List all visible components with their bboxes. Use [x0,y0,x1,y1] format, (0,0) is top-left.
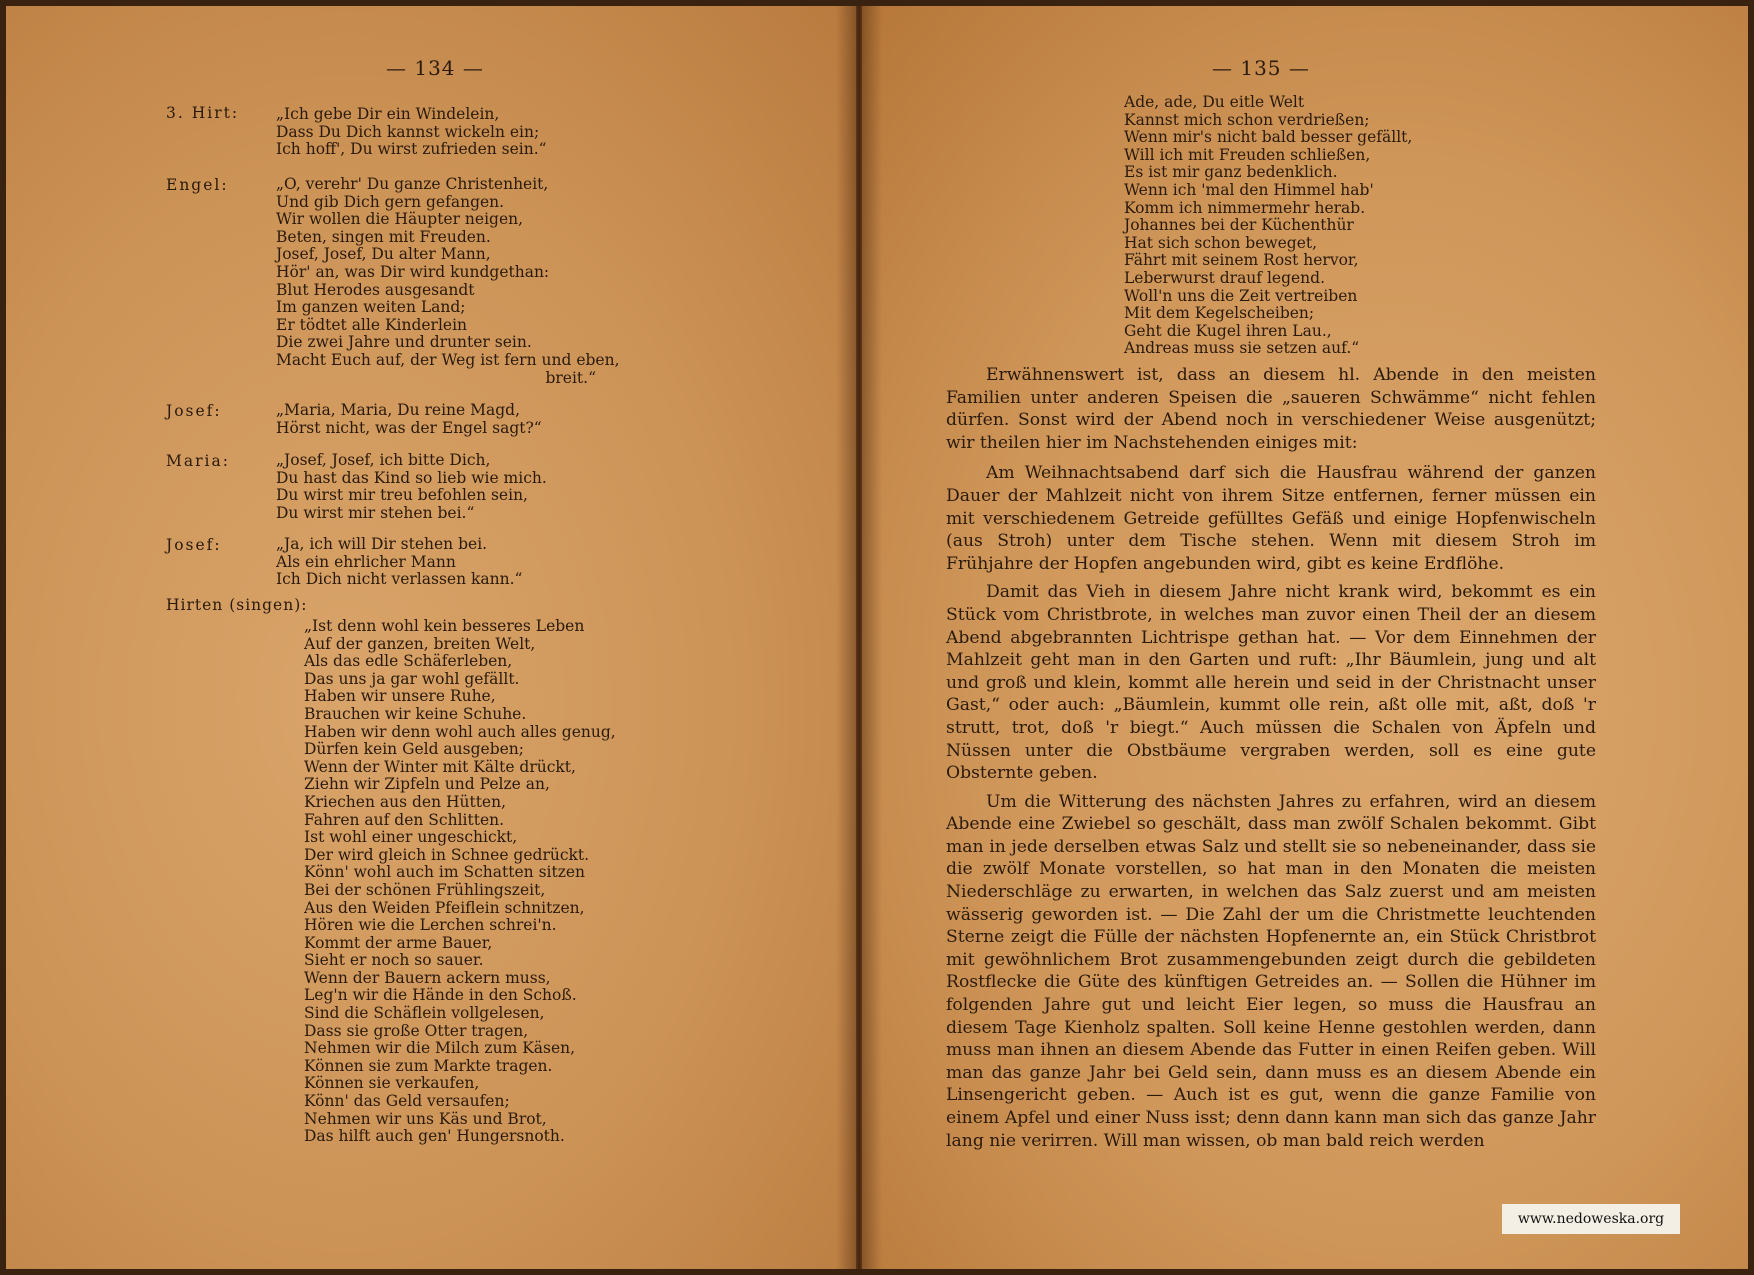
verse-block [276,402,542,437]
verse-line: Macht Euch auf, der Weg ist fern und eben, [276,350,620,369]
speaker-label: Hirten (singen): [166,596,308,614]
verse-line: Hat sich schon beweget, [1124,233,1318,252]
verse-line: Dass Du Dich kannst wickeln ein; [276,122,540,141]
verse-line: Wenn der Bauern ackern muss, [304,968,551,987]
verse-block [276,536,522,589]
page-number: — 135 — [1212,56,1310,80]
verse-line: Ist wohl einer ungeschickt, [304,828,518,847]
verse-line: Könn' wohl auch im Schatten sitzen [304,863,586,882]
speaker-label: 3. Hirt: [166,104,240,122]
verse-line: Hören wie die Lerchen schrei'n. [304,916,557,935]
verse-line: Du wirst mir stehen bei.“ [276,503,475,522]
verse-line: „O, verehr' Du ganze Christenheit, [276,175,549,193]
verse-line: Leberwurst drauf legend. [1124,268,1326,287]
verse-line: Sind die Schäflein vollgelesen, [304,1004,545,1023]
verse-line: Das uns ja gar wohl gefällt. [304,669,520,688]
verse-line: Brauchen wir keine Schuhe. [304,704,527,723]
verse-line: Nehmen wir die Milch zum Käsen, [304,1039,576,1058]
verse-line: Wenn der Winter mit Kälte drückt, [304,757,576,776]
verse-line: „Maria, Maria, Du reine Magd, [276,401,521,419]
speaker-label: Josef: [166,536,222,554]
verse-line: Nehmen wir uns Käs und Brot, [304,1109,547,1128]
verse-line: Dürfen kein Geld ausgeben; [304,740,525,759]
speaker-label: Josef: [166,402,222,420]
verse-line: Wir wollen die Häupter neigen, [276,210,524,229]
verse-block [276,452,547,522]
speaker-label: Maria: [166,452,230,470]
verse-line: Mit dem Kegelscheiben; [1124,304,1315,323]
verse-line: Als das edle Schäferleben, [304,652,513,671]
verse-line: Komm ich nimmermehr herab. [1124,198,1366,217]
speaker-label: Engel: [166,176,229,194]
verse-line: Dass sie große Otter tragen, [304,1021,529,1040]
verse-line: Das hilft auch gen' Hungersnoth. [304,1127,565,1146]
verse-line: „Ich gebe Dir ein Windelein, [276,105,500,123]
verse-line: breit.“ [545,368,596,387]
verse-line: Hörst nicht, was der Engel sagt?“ [276,418,542,437]
verse-line: Hör' an, was Dir wird kundgethan: [276,262,550,281]
verse-line: Will ich mit Freuden schließen, [1124,145,1371,164]
verse-line: Haben wir unsere Ruhe, [304,687,496,706]
verse-line: Die zwei Jahre und drunter sein. [276,333,532,352]
paragraph: Erwähnenswert ist, dass an diesem hl. Abende in den meisten Familien unter anderen Speisen die „saueren Schwämme“ nicht fehlen dürfen. Sonst wird der Abend noch in verschiedener Weise ausgenützt; wir theilen hier im Nachstehenden einiges mit: [946,365,1596,453]
verse-line: Aus den Weiden Pfeiflein schnitzen, [304,898,585,917]
verse-line: „Josef, Josef, ich bitte Dich, [276,451,491,469]
verse-line: Kriechen aus den Hütten, [304,792,507,811]
verse-line: Und gib Dich gern gefangen. [276,192,505,211]
verse-line: Könn' das Geld versaufen; [304,1092,510,1111]
verse-line: Der wird gleich in Schnee gedrückt. [304,845,590,864]
verse-line: „Ist denn wohl kein besseres Leben [304,617,585,635]
verse-line: Du wirst mir treu befohlen sein, [276,486,528,505]
verse-line: Wenn mir's nicht bald besser gefällt, [1124,128,1413,147]
verse-line: Fährt mit seinem Rost hervor, [1124,251,1359,270]
verse-line: Auf der ganzen, breiten Welt, [304,634,536,653]
paragraph: Am Weihnachtsabend darf sich die Hausfrau während der ganzen Dauer der Mahlzeit nicht von ihrem Sitze entfernen, ferner müssen ein mit verschiedenem Getreide gefülltes Gefäß und einige Hopfenwischeln (aus Stroh) unter dem Tische stehen. Wenn mit diesem Stroh im Frühjahre der Hopfen angebunden wird, gibt es keine Erdflöhe. [946,463,1596,574]
verse-line: Als ein ehrlicher Mann [276,552,456,571]
verse-line: Josef, Josef, Du alter Mann, [276,245,491,264]
verse-line: Haben wir denn wohl auch alles genug, [304,722,616,741]
verse-line: Können sie verkaufen, [304,1074,480,1093]
book-gutter [836,6,882,1269]
verse-line: Ade, ade, Du eitle Welt [1124,93,1305,111]
verse-line: Sieht er noch so sauer. [304,951,484,970]
verse-line: Kommt der arme Bauer, [304,933,493,952]
verse-line: Im ganzen weiten Land; [276,298,466,317]
verse-line: Leg'n wir die Hände in den Schoß. [304,986,577,1005]
verse-line: Ich Dich nicht verlassen kann.“ [276,570,523,589]
verse-line: Es ist mir ganz bedenklich. [1124,163,1338,182]
verse-line: Andreas muss sie setzen auf.“ [1124,339,1360,358]
verse-line: Bei der schönen Frühlingszeit, [304,880,546,899]
verse-line: Er tödtet alle Kinderlein [276,315,468,334]
verse-line: Fahren auf den Schlitten. [304,810,505,829]
verse-line: Blut Herodes ausgesandt [276,280,475,299]
verse-block [276,175,620,387]
open-book [6,6,1748,1269]
website-watermark: www.nedoweska.org [1502,1204,1680,1234]
verse-line: Ich hoff', Du wirst zufrieden sein.“ [276,140,547,159]
verse-line: Kannst mich schon verdrießen; [1124,110,1370,129]
paragraph: Damit das Vieh in diesem Jahre nicht krank wird, bekommt es ein Stück vom Christbrote, in welches man zuvor einen Theil der an diesem Abend abgebrannten Lichtrispe gethan hat. — Vor dem Einnehmen der Mahlzeit geht man in den Garten und ruft: „Ihr Bäumlein, jung und alt und groß und klein, kommt alle herein und seid in der Christnacht unser Gast,“ oder auch: „Bäumlein, kummt olle rein, aßt olle mit, aßt, doß 'r strutt, trot, doß 'r biegt.“ Auch müssen die Schalen von Äpfeln und Nüssen unter die Obstbäume vergraben werden, soll es eine gute Obsternte geben. [946,582,1596,784]
verse-line: Geht die Kugel ihren Lau., [1124,321,1332,340]
verse-line: Johannes bei der Küchenthür [1124,216,1354,235]
song-block [304,618,616,1146]
verse-line: Du hast das Kind so lieb wie mich. [276,468,547,487]
page-number: — 134 — [386,56,484,80]
verse-block [1124,94,1412,358]
left-page [6,6,856,1269]
prose-text [946,364,1596,1158]
verse-block [276,106,547,159]
verse-line: „Ja, ich will Dir stehen bei. [276,535,488,553]
verse-line: Können sie zum Markte tragen. [304,1056,553,1075]
verse-line: Ziehn wir Zipfeln und Pelze an, [304,775,550,794]
verse-line: Woll'n uns die Zeit vertreiben [1124,286,1358,305]
verse-line: Beten, singen mit Freuden. [276,227,491,246]
verse-line: Wenn ich 'mal den Himmel hab' [1124,180,1374,199]
paragraph: Um die Witterung des nächsten Jahres zu erfahren, wird an diesem Abende eine Zwiebel so geschält, dass man zwölf Schalen bekommt. Gibt man in jede derselben etwas Salz und stellt sie so nebeneinander, dass sie die zwölf Monate vorstellen, so hat man in den Monaten die meisten Niederschläge zu erwarten, in welchen das Salz zuerst und am meisten wässerig geworden ist. — Die Zahl der um die Christmette leuchtenden Sterne zeigt die Fülle der nächsten Hopfenernte an, ein Stück Christbrot mit gewöhnlichem Brot zusammengebunden zeigt durch die gebildeten Rostflecke die Güte des künftigen Getreides an. — Sollen die Hühner im folgenden Jahre gut und leicht Eier legen, so muss die Hausfrau an diesem Tage Kienholz spalten. Soll keine Henne gestohlen werden, dann muss man ihnen an diesem Abende das Futter in einen Reifen geben. Will man das ganze Jahr bei Geld sein, dann muss es an diesem Abende ein Linsengericht geben. — Auch ist es gut, wenn die ganze Familie von einem Apfel und einer Nuss isst; denn dann kann man sich das ganze Jahr lang nie verirren. Will man wissen, ob man bald reich werden [946,791,1596,1151]
